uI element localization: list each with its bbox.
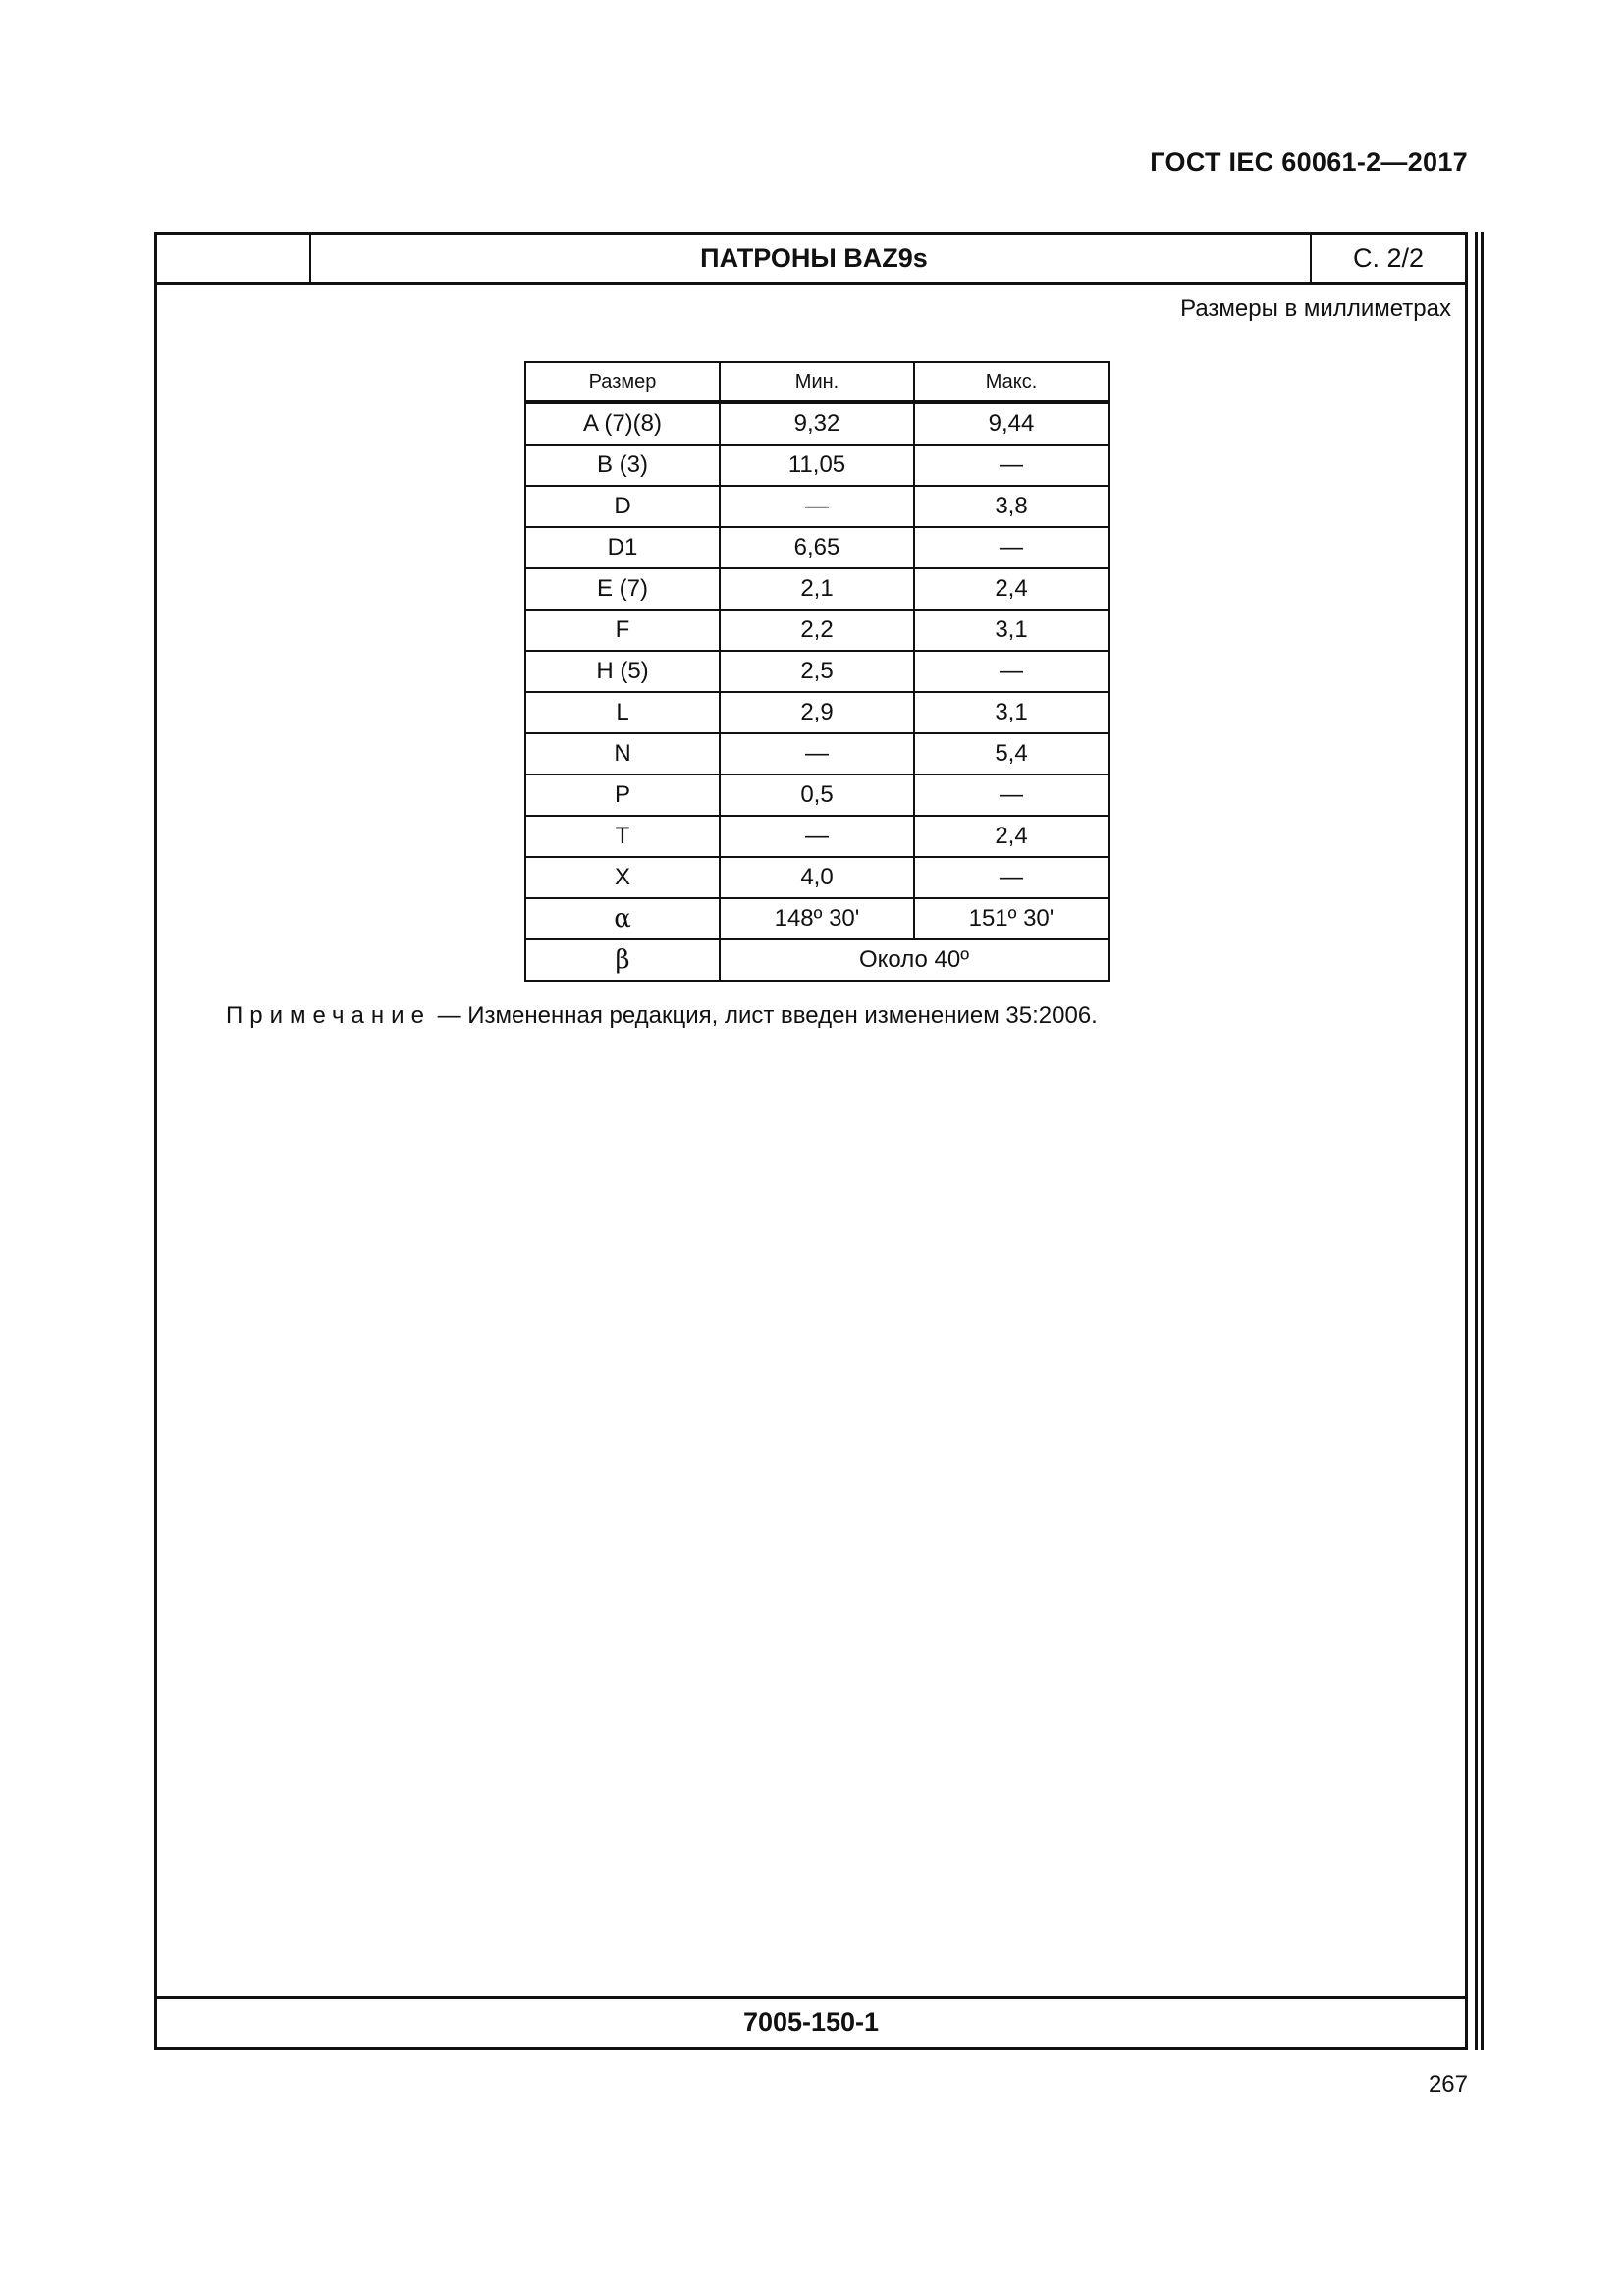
dimension-cell: D bbox=[525, 486, 720, 527]
max-cell: — bbox=[914, 857, 1109, 898]
dimension-cell-alpha: α bbox=[525, 898, 720, 939]
dimension-cell: A (7)(8) bbox=[525, 402, 720, 445]
min-cell: 9,32 bbox=[720, 402, 914, 445]
sheet-title: ПАТРОНЫ BAZ9s bbox=[700, 242, 928, 273]
column-header-max: Макс. bbox=[914, 362, 1109, 402]
merged-value-cell: Около 40º bbox=[720, 939, 1109, 981]
min-cell: — bbox=[720, 486, 914, 527]
dimension-cell: B (3) bbox=[525, 445, 720, 486]
column-header-dimension: Размер bbox=[525, 362, 720, 402]
table-row bbox=[525, 857, 1109, 898]
note-label: Примечание bbox=[226, 1002, 431, 1029]
note-text: — Измененная редакция, лист введен изменением 35:2006. bbox=[437, 1002, 1098, 1029]
table-row bbox=[525, 651, 1109, 692]
sheet-code: 7005-150-1 bbox=[157, 1996, 1465, 2047]
dimension-cell: X bbox=[525, 857, 720, 898]
max-cell: 5,4 bbox=[914, 733, 1109, 774]
table-row bbox=[525, 816, 1109, 857]
dimension-cell: N bbox=[525, 733, 720, 774]
max-cell: — bbox=[914, 651, 1109, 692]
table-note bbox=[226, 1002, 1098, 1030]
table-row bbox=[525, 733, 1109, 774]
table-row bbox=[525, 610, 1109, 651]
table-header-row bbox=[525, 362, 1109, 402]
dimension-cell: D1 bbox=[525, 527, 720, 568]
max-cell: — bbox=[914, 445, 1109, 486]
min-cell: 4,0 bbox=[720, 857, 914, 898]
table-row bbox=[525, 939, 1109, 981]
min-cell: — bbox=[720, 816, 914, 857]
min-cell: 2,5 bbox=[720, 651, 914, 692]
max-cell: 3,1 bbox=[914, 610, 1109, 651]
frame-edge-rule bbox=[1475, 232, 1478, 2050]
min-cell: 2,9 bbox=[720, 692, 914, 733]
max-cell: 151º 30' bbox=[914, 898, 1109, 939]
dimension-cell: L bbox=[525, 692, 720, 733]
sheet-page-ref: С. 2/2 bbox=[1310, 235, 1465, 282]
max-cell: — bbox=[914, 774, 1109, 816]
dimension-cell-beta: β bbox=[525, 939, 720, 981]
table-row bbox=[525, 774, 1109, 816]
dimension-cell: F bbox=[525, 610, 720, 651]
min-cell: 11,05 bbox=[720, 445, 914, 486]
column-header-min: Мин. bbox=[720, 362, 914, 402]
dimension-cell: H (5) bbox=[525, 651, 720, 692]
table-row bbox=[525, 527, 1109, 568]
max-cell: 3,1 bbox=[914, 692, 1109, 733]
max-cell: 2,4 bbox=[914, 816, 1109, 857]
max-cell: 2,4 bbox=[914, 568, 1109, 610]
table-row bbox=[525, 486, 1109, 527]
min-cell: 6,65 bbox=[720, 527, 914, 568]
min-cell: 0,5 bbox=[720, 774, 914, 816]
standard-code: ГОСТ IEC 60061-2—2017 bbox=[1150, 147, 1468, 177]
sheet-frame bbox=[154, 232, 1468, 2050]
dimension-cell: P bbox=[525, 774, 720, 816]
dimensions-table bbox=[524, 361, 1110, 982]
table-row bbox=[525, 402, 1109, 445]
header-blank-cell bbox=[157, 235, 311, 282]
table-row bbox=[525, 692, 1109, 733]
table-row bbox=[525, 445, 1109, 486]
sheet-header bbox=[157, 235, 1465, 285]
max-cell: 3,8 bbox=[914, 486, 1109, 527]
dimension-cell: T bbox=[525, 816, 720, 857]
min-cell: 148º 30' bbox=[720, 898, 914, 939]
page-number: 267 bbox=[1428, 2071, 1468, 2098]
dimension-cell: E (7) bbox=[525, 568, 720, 610]
min-cell: 2,2 bbox=[720, 610, 914, 651]
units-note: Размеры в миллиметрах bbox=[1180, 295, 1451, 322]
min-cell: 2,1 bbox=[720, 568, 914, 610]
table-row bbox=[525, 898, 1109, 939]
min-cell: — bbox=[720, 733, 914, 774]
max-cell: — bbox=[914, 527, 1109, 568]
frame-edge-rule bbox=[1481, 232, 1484, 2050]
table-row bbox=[525, 568, 1109, 610]
max-cell: 9,44 bbox=[914, 402, 1109, 445]
